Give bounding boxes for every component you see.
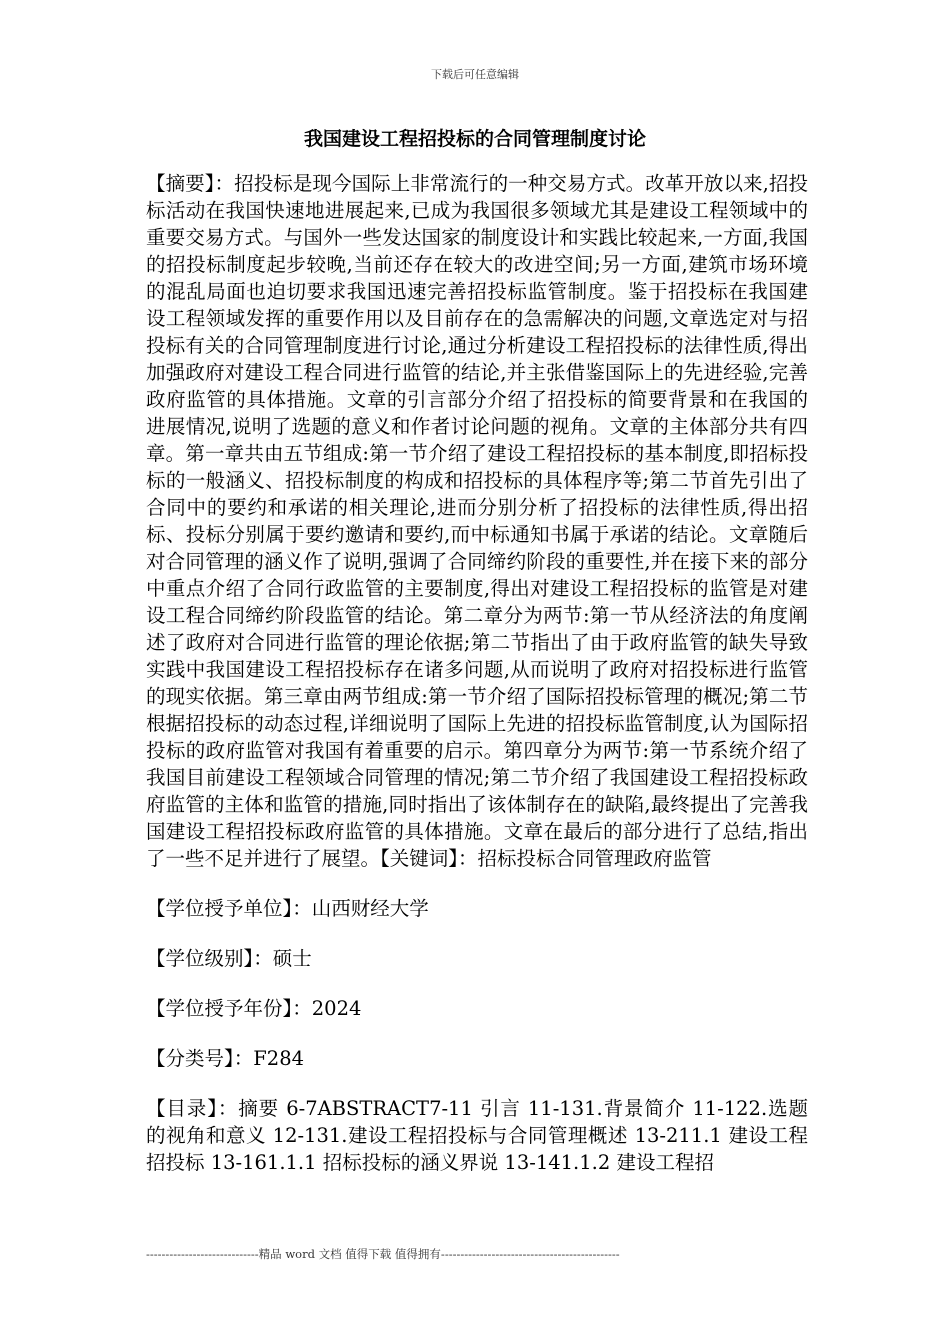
abstract-label: 【摘要】： bbox=[146, 172, 235, 195]
classification-value: F284 bbox=[253, 1047, 305, 1070]
degree-unit-line bbox=[146, 895, 808, 922]
document-body bbox=[146, 170, 808, 1176]
footer-note: -----------------------------精品 word 文档 值得下载 值得拥有---------------------------------------------- bbox=[146, 1247, 620, 1261]
degree-year-label: 【学位授予年份】： bbox=[146, 997, 312, 1020]
classification-line bbox=[146, 1045, 808, 1072]
header-note: 下载后可任意编辑 bbox=[431, 68, 519, 81]
toc-label: 【目录】： bbox=[146, 1097, 239, 1120]
degree-level-line bbox=[146, 945, 808, 972]
degree-year-line bbox=[146, 995, 808, 1022]
document-title: 我国建设工程招投标的合同管理制度讨论 bbox=[303, 128, 646, 150]
classification-label: 【分类号】： bbox=[146, 1047, 254, 1070]
abstract-text: 招投标是现今国际上非常流行的一种交易方式。改革开放以来,招投标活动在我国快速地进展起来,已成为我国很多领域尤其是建设工程领域中的重要交易方式。与国外一些发达国家的制度设计和实践比较起来,一方面,我国的招投标制度起步较晚,当前还存在较大的改进空间;另一方面,建筑市场环境的混乱局面也迫切要求我国迅速完善招投标监管制度。鉴于招投标在我国建设工程领域发挥的重要作用以及目前存在的急需解决的问题,文章选定对与招投标有关的合同管理制度进行讨论,通过分析建设工程招投标的法律性质,得出加强政府对建设工程合同进行监管的结论,并主张借鉴国际上的先进经验,完善政府监管的具体措施。文章的引言部分介绍了招投标的简要背景和在我国的进展情况,说明了选题的意义和作者讨论问题的视角。文章的主体部分共有四章。第一章共由五节组成:第一节介绍了建设工程招投标的基本制度,即招标投标的一般涵义、招投标制度的构成和招投标的具体程序等;第二节首先引出了合同中的要约和承诺的相关理论,进而分别分析了招投标的法律性质,得出招标、投标分别属于要约邀请和要约,而中标通知书属于承诺的结论。文章随后对合同管理的涵义作了说明,强调了合同缔约阶段的重要性,并在接下来的部分中重点介绍了合同行政监管的主要制度,得出对建设工程招投标的监管是对建设工程合同缔约阶段监管的结论。第二章分为两节:第一节从经济法的角度阐述了政府对合同进行监管的理论依据;第二节指出了由于政府监管的缺失导致实践中我国建设工程招投标存在诸多问题,从而说明了政府对招投标进行监管的现实依据。第三章由两节组成:第一节介绍了国际招投标管理的概况;第二节根据招投标的动态过程,详细说明了国际上先进的招投标监管制度,认为国际招投标的政府监管对我国有着重要的启示。第四章分为两节:第一节系统介绍了我国目前建设工程领域合同管理的情况;第二节介绍了我国建设工程招投标政府监管的主体和监管的措施,同时指出了该体制存在的缺陷,最终提出了完善我国建设工程招投标政府监管的具体措施。文章在最后的部分进行了总结,指出了一些不足并进行了展望。 bbox=[146, 172, 808, 870]
keywords-text: 招标投标合同管理政府监管 bbox=[477, 847, 712, 870]
degree-year-value: 2024 bbox=[311, 997, 362, 1020]
degree-unit-value: 山西财经大学 bbox=[311, 897, 429, 920]
degree-unit-label: 【学位授予单位】： bbox=[146, 897, 312, 920]
abstract-paragraph bbox=[146, 170, 808, 872]
degree-level-label: 【学位级别】： bbox=[146, 947, 273, 970]
toc-paragraph bbox=[146, 1095, 808, 1176]
toc-text: 摘要 6-7ABSTRACT7-11 引言 11-131.背景简介 11-122.选题的视角和意义 12-131.建设工程招投标与合同管理概述 13-211.1 建设工程招投标 13-161.1.1 招标投标的涵义界说 13-141.1.2 建设工程招 bbox=[146, 1097, 808, 1174]
keywords-label: 【关键词】： bbox=[380, 847, 478, 870]
degree-level-value: 硕士 bbox=[272, 947, 312, 970]
